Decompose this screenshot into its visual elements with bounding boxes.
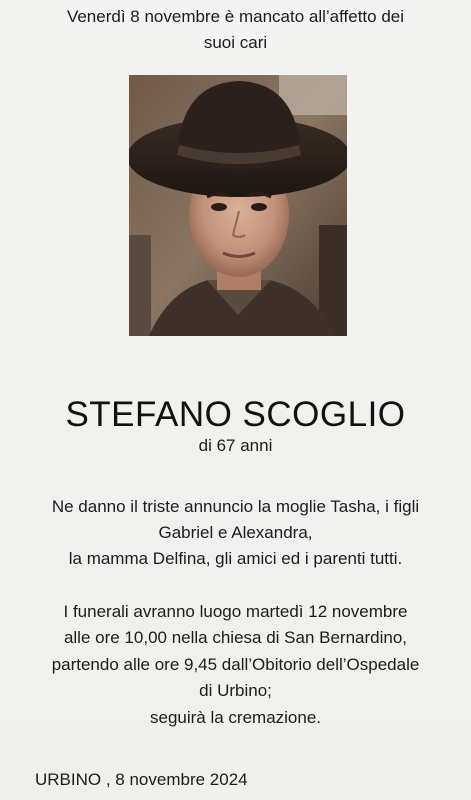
portrait-image	[129, 75, 347, 336]
announcement-line-1: Ne danno il triste annuncio la moglie Tasha, i figli	[51, 497, 420, 516]
header-line-1: Venerdì 8 novembre è mancato all’affetto dei	[66, 7, 405, 26]
funeral-line-2: alle ore 10,00 nella chiesa di San Bernardino,	[63, 628, 408, 647]
funeral-line-5: seguirà la cremazione.	[149, 708, 322, 727]
header-line-2: suoi cari	[203, 33, 268, 52]
funeral-line-1: I funerali avranno luogo martedì 12 novembre	[63, 602, 408, 621]
announcement-line-3: la mamma Delfina, gli amici ed i parenti tutti.	[68, 549, 403, 568]
announcement-line-2: Gabriel e Alexandra,	[158, 523, 313, 542]
deceased-name: STEFANO SCOGLIO	[65, 395, 406, 435]
portrait-photo	[129, 75, 347, 336]
funeral-line-3: partendo alle ore 9,45 dall’Obitorio dell’Ospedale	[51, 655, 420, 674]
deceased-age: di 67 anni	[198, 436, 273, 455]
place-date: URBINO , 8 novembre 2024	[35, 770, 248, 789]
funeral-line-4: di Urbino;	[199, 681, 272, 700]
